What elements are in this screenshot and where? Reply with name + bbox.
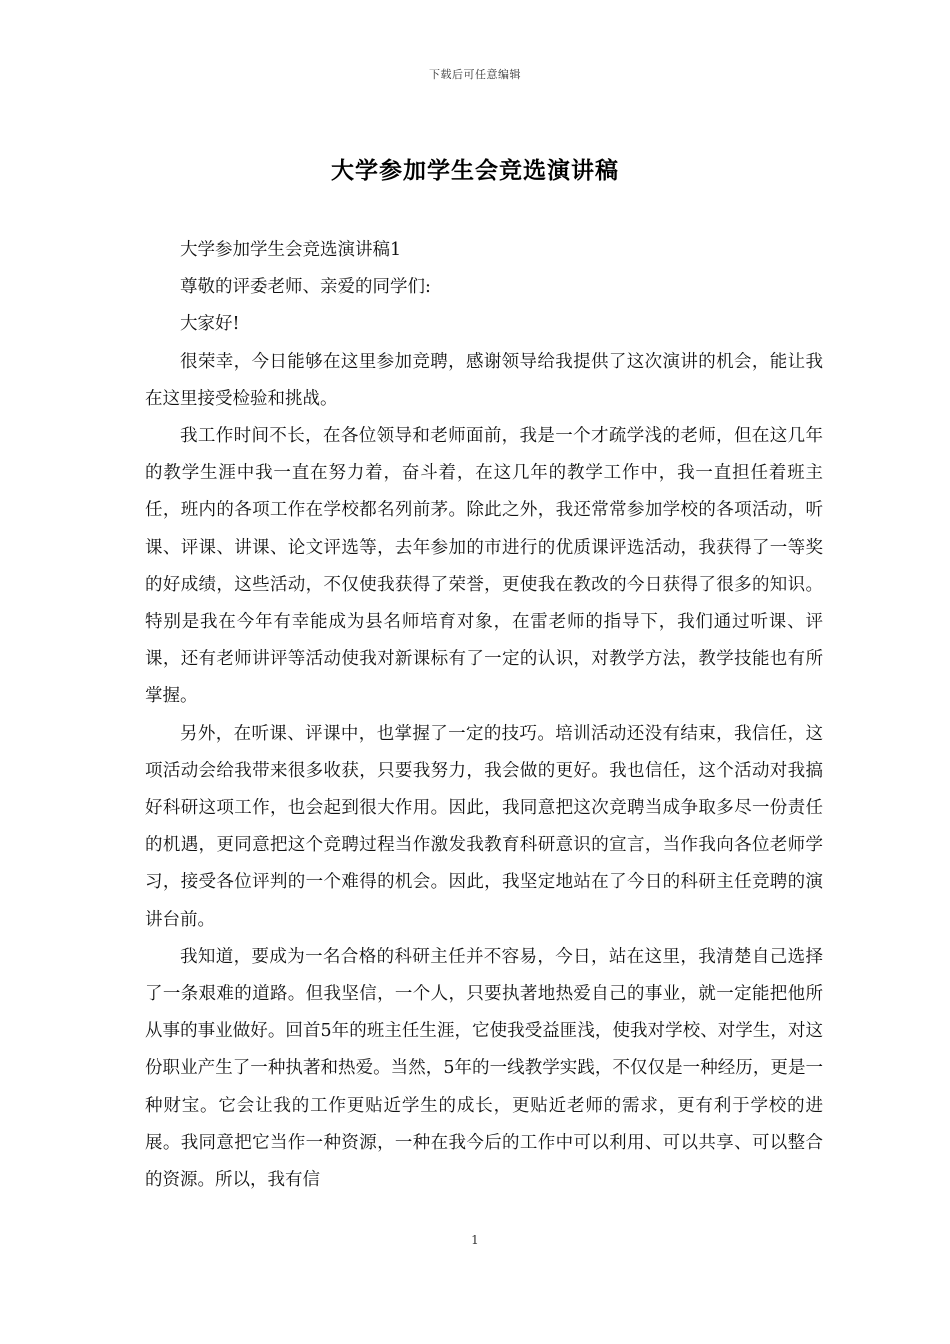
paragraph-commitment: 我知道，要成为一名合格的科研主任并不容易，今日，站在这里，我清楚自己选择了一条艰难的道路。但我坚信，一个人，只要执著地热爱自己的事业，就一定能把他所从事的事业做好。回首5年的班主任生涯，它使我受益匪浅，使我对学校、对学生，对这份职业产生了一种执著和热爱。当然，5年的一线教学实践，不仅仅是一种经历，更是一种财宝。它会让我的工作更贴近学生的成长，更贴近老师的需求，更有利于学校的进展。我同意把它当作一种资源，一种在我今后的工作中可以利用、可以共享、可以整合的资源。所以，我有信	[145, 946, 823, 1191]
paragraph-experience: 我工作时间不长，在各位领导和老师面前，我是一个才疏学浅的老师，但在这几年的教学生涯中我一直在努力着，奋斗着，在这几年的教学工作中，我一直担任着班主任，班内的各项工作在学校都名列前茅。除此之外，我还常常参加学校的各项活动，听课、评课、讲课、论文评选等，去年参加的市进行的优质课评选活动，我获得了一等奖的好成绩，这些活动，不仅使我获得了荣誉，更使我在教改的今日获得了很多的知识。特别是我在今年有幸能成为县名师培育对象，在雷老师的指导下，我们通过听课、评课，还有老师讲评等活动使我对新课标有了一定的认识，对教学方法，教学技能也有所掌握。	[145, 426, 823, 707]
document-body	[145, 232, 823, 1199]
document-title: 大学参加学生会竞选演讲稿	[331, 157, 619, 184]
paragraph-intro: 很荣幸，今日能够在这里参加竞聘，感谢领导给我提供了这次演讲的机会，能让我在这里接受检验和挑战。	[145, 351, 823, 409]
paragraph-subtitle: 大学参加学生会竞选演讲稿1	[180, 240, 402, 260]
paragraph-greeting: 大家好!	[180, 314, 240, 335]
paragraph-training: 另外，在听课、评课中，也掌握了一定的技巧。培训活动还没有结束，我信任，这项活动会给我带来很多收获，只要我努力，我会做的更好。我也信任，这个活动对我搞好科研这项工作，也会起到很大作用。因此，我同意把这次竞聘当成争取多尽一份责任的机遇，更同意把这个竞聘过程当作激发我教育科研意识的宣言，当作我向各位老师学习，接受各位评判的一个难得的机会。因此，我坚定地站在了今日的科研主任竞聘的演讲台前。	[145, 723, 823, 930]
paragraph-salutation: 尊敬的评委老师、亲爱的同学们:	[180, 277, 431, 298]
header-note: 下载后可任意编辑	[429, 68, 521, 81]
page-number: 1	[471, 1233, 479, 1247]
